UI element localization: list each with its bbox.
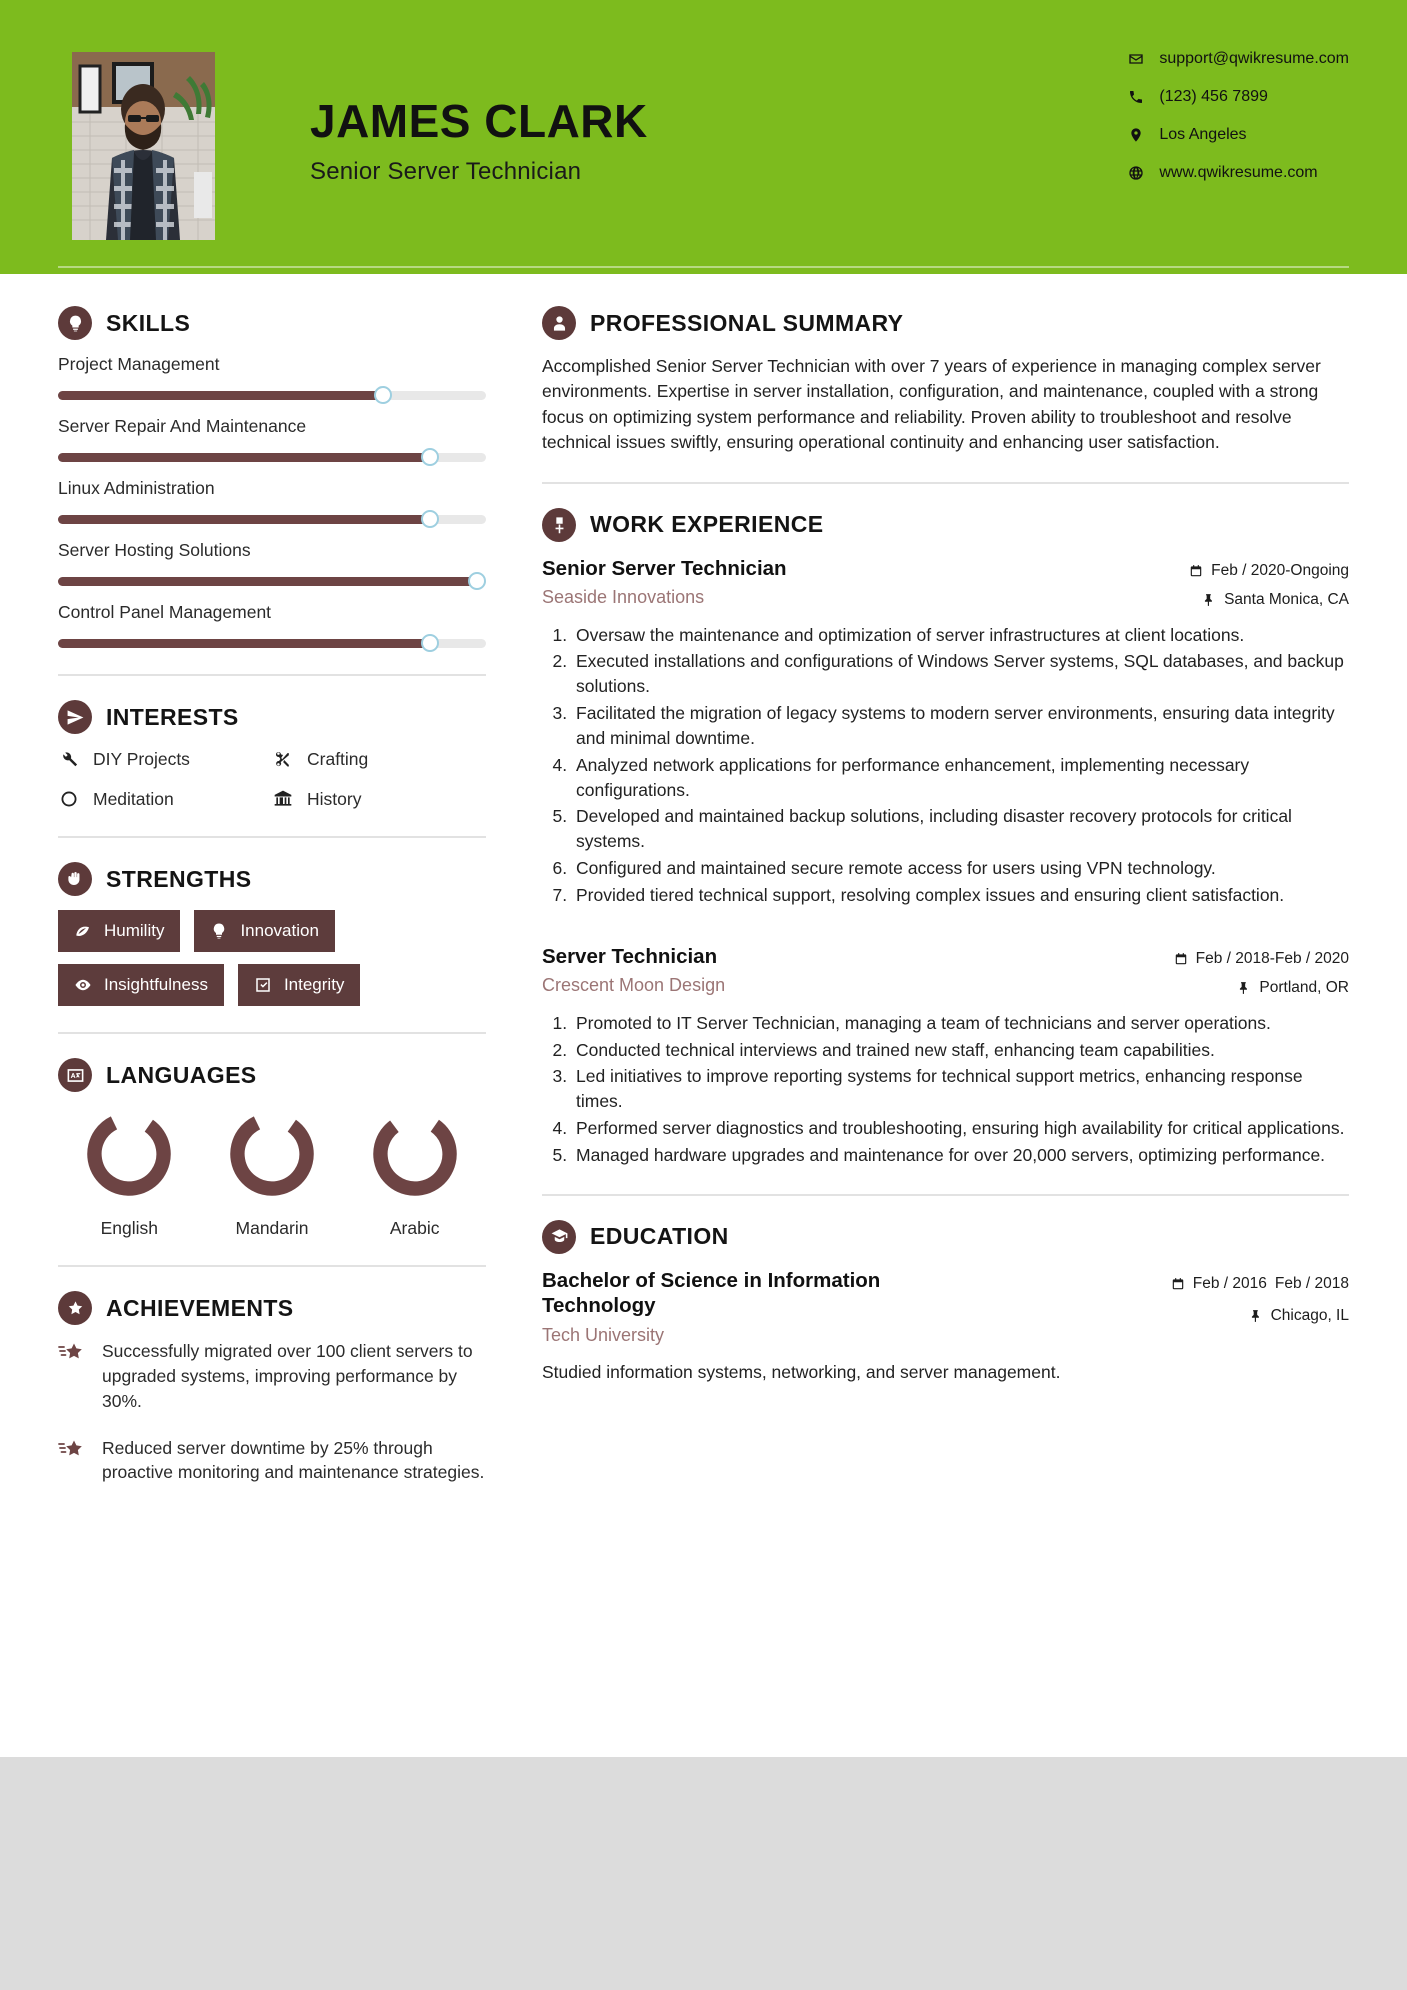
section-header-summary [542, 306, 1349, 340]
contact-email[interactable] [1127, 50, 1349, 68]
work-entry-header [542, 556, 1349, 609]
resume-body [0, 274, 1407, 1507]
work-job-title: Senior Server Technician [542, 556, 787, 580]
shooting-star-icon [58, 1436, 88, 1486]
skill-bar-knob[interactable] [421, 510, 439, 528]
skill-item [58, 540, 486, 586]
skill-bar [58, 515, 486, 524]
education-entry-header [542, 1268, 1349, 1346]
section-header-skills [58, 306, 486, 340]
strength-tag-humility[interactable] [58, 910, 180, 952]
work-bullets [542, 1011, 1349, 1168]
skill-bar-fill [58, 391, 383, 400]
contact-email-text: support@qwikresume.com [1159, 50, 1349, 67]
pin-icon [1202, 593, 1216, 607]
work-bullets [542, 623, 1349, 908]
globe-icon [1127, 164, 1145, 182]
strength-label: Integrity [283, 975, 345, 994]
interest-item [58, 788, 272, 810]
interest-item [58, 748, 272, 770]
work-company: Crescent Moon Design [542, 975, 726, 996]
work-bullet: 7. Provided tiered technical support, resolving complex issues and ensuring client satisfaction. [572, 883, 1349, 908]
section-strengths [58, 862, 486, 1006]
skill-bar-fill [58, 515, 430, 524]
education-dates [1171, 1274, 1349, 1293]
main-divider [542, 482, 1349, 484]
contact-location [1127, 126, 1349, 144]
work-bullet: 2. Conducted technical interviews and trained new staff, enhancing team capabilities. [572, 1038, 1349, 1063]
skill-bar-knob[interactable] [468, 572, 486, 590]
work-date-text: Feb / 2018-Feb / 2020 [1195, 949, 1349, 967]
skill-label: Server Repair And Maintenance [58, 416, 307, 436]
main-divider [542, 1194, 1349, 1196]
work-bullet: 5. Managed hardware upgrades and maintenance for over 20,000 servers, optimizing performance. [572, 1143, 1349, 1168]
work-date [1174, 950, 1349, 968]
eye-icon [74, 976, 92, 994]
contact-phone-text: (123) 456 7899 [1159, 88, 1268, 105]
work-location [1189, 591, 1349, 609]
section-title-summary: PROFESSIONAL SUMMARY [590, 309, 904, 336]
section-interests [58, 700, 486, 810]
strength-row [58, 910, 486, 952]
strength-tags [58, 910, 486, 1006]
section-header-education [542, 1220, 1349, 1254]
education-date-start: Feb / 2016 [1192, 1274, 1267, 1292]
education-date-end: Feb / 2018 [1274, 1274, 1349, 1292]
sidebar-divider [58, 836, 486, 838]
skill-bar [58, 391, 486, 400]
education-school: Tech University [542, 1325, 665, 1346]
contact-list [1127, 50, 1349, 182]
work-bullet: 3. Facilitated the migration of legacy systems to modern server environments, ensuring data integrity and minimal downtime. [572, 701, 1349, 751]
education-description: Studied information systems, networking, and server management. [542, 1362, 1061, 1383]
work-bullet: 4. Analyzed network applications for performance enhancement, implementing necessary configurations. [572, 753, 1349, 803]
section-header-strengths [58, 862, 486, 896]
section-header-interests [58, 700, 486, 734]
skill-label: Control Panel Management [58, 602, 272, 622]
education-location [1171, 1307, 1349, 1325]
skill-bar-knob[interactable] [374, 386, 392, 404]
work-bullet: 3. Led initiatives to improve reporting systems for technical support metrics, enhancing response times. [572, 1064, 1349, 1114]
skill-bar-knob[interactable] [421, 634, 439, 652]
work-entry [542, 944, 1349, 1168]
interest-label: Meditation [93, 788, 174, 809]
education-location-text: Chicago, IL [1270, 1307, 1349, 1325]
work-bullet: 1. Oversaw the maintenance and optimization of server infrastructures at client locations. [572, 623, 1349, 648]
language-progress-ring [224, 1106, 320, 1202]
name-block [310, 95, 648, 186]
page-title: JAMES CLARK [310, 95, 648, 147]
work-bullet: 4. Performed server diagnostics and troubleshooting, ensuring high availability for critical applications. [572, 1116, 1349, 1141]
achievement-item [58, 1339, 486, 1414]
skill-item [58, 416, 486, 462]
sidebar [58, 306, 496, 1507]
sidebar-divider [58, 1265, 486, 1267]
section-skills [58, 306, 486, 648]
work-entry-titles [542, 944, 725, 997]
section-title-achievements: ACHIEVEMENTS [106, 1294, 294, 1321]
person-icon [542, 306, 576, 340]
language-label: English [100, 1218, 159, 1238]
work-entry-titles [542, 556, 787, 609]
column-gutter [496, 306, 542, 1507]
calendar-icon [1174, 952, 1188, 966]
location-pin-icon [1127, 126, 1145, 144]
shooting-star-icon [58, 1339, 88, 1414]
work-location [1174, 979, 1349, 997]
work-bullet: 1. Promoted to IT Server Technician, managing a team of technicians and server operations. [572, 1011, 1349, 1036]
section-header-work [542, 508, 1349, 542]
language-rings [58, 1106, 486, 1239]
work-entry [542, 556, 1349, 908]
education-entry-meta [1171, 1268, 1349, 1325]
skill-item [58, 478, 486, 524]
profile-photo [72, 52, 215, 240]
interest-item [272, 748, 486, 770]
resume-header [0, 0, 1407, 274]
pin-icon [1237, 981, 1251, 995]
translate-icon [58, 1058, 92, 1092]
section-header-languages [58, 1058, 486, 1092]
skill-bar [58, 639, 486, 648]
language-label: Arabic [389, 1218, 440, 1238]
entry-spacer [542, 914, 1349, 944]
check-square-icon [254, 976, 272, 994]
wrench-icon [58, 748, 80, 770]
skill-item [58, 354, 486, 400]
graduate-icon [542, 1220, 576, 1254]
section-summary [542, 306, 1349, 456]
section-languages [58, 1058, 486, 1239]
work-bullet: 2. Executed installations and configurations of Windows Server systems, SQL databases, and backup solutions. [572, 649, 1349, 699]
office-chair-icon [542, 508, 576, 542]
summary-text: Accomplished Senior Server Technician with over 7 years of experience in managing complex server environments. Expertise in server installation, configuration, and maintenance, coupled with a strong focus on optimizing system performance and reliability. Proven ability to troubleshoot and resolve technical issues swiftly, ensuring operational continuity and enhancing user satisfaction. [542, 356, 1321, 453]
interest-label: History [307, 788, 362, 809]
interest-label: Crafting [307, 748, 369, 769]
phone-icon [1127, 88, 1145, 106]
skill-bar-fill [58, 639, 430, 648]
header-underline [58, 266, 1349, 268]
star-badge-icon [58, 1291, 92, 1325]
contact-phone[interactable] [1127, 88, 1349, 106]
strength-label: Humility [104, 921, 165, 940]
sidebar-divider [58, 1032, 486, 1034]
lightbulb-icon [58, 306, 92, 340]
language-item [201, 1106, 344, 1239]
skill-bar-fill [58, 453, 430, 462]
interests-grid [58, 748, 486, 810]
pin-icon [1249, 1309, 1263, 1323]
bulb-icon [210, 922, 228, 940]
contact-location-text: Los Angeles [1159, 126, 1247, 143]
language-progress-ring [81, 1106, 177, 1202]
work-bullet: 5. Developed and maintained backup solutions, including disaster recovery protocols for critical systems. [572, 804, 1349, 854]
skill-item [58, 602, 486, 648]
bank-icon [272, 788, 294, 810]
strength-label: Innovation [240, 921, 319, 940]
section-title-interests: INTERESTS [106, 703, 239, 730]
paper-plane-icon [58, 700, 92, 734]
skill-bar-fill [58, 577, 477, 586]
skill-bar-knob[interactable] [421, 448, 439, 466]
calendar-icon [1171, 1277, 1185, 1291]
work-bullet: 6. Configured and maintained secure remote access for users using VPN technology. [572, 856, 1349, 881]
section-header-achievements [58, 1291, 486, 1325]
interest-item [272, 788, 486, 810]
section-work-experience [542, 508, 1349, 1168]
achievement-text: Successfully migrated over 100 client servers to upgraded systems, improving performance by 30%. [102, 1341, 473, 1411]
leaf-icon [74, 922, 92, 940]
work-location-text: Santa Monica, CA [1224, 590, 1349, 608]
strength-label: Insightfulness [104, 975, 208, 994]
skill-label: Server Hosting Solutions [58, 540, 251, 560]
section-title-education: EDUCATION [590, 1223, 729, 1250]
contact-website-text: www.qwikresume.com [1159, 164, 1318, 181]
work-job-title: Server Technician [542, 944, 718, 968]
strength-tag-innovation[interactable] [194, 910, 334, 952]
interest-label: DIY Projects [93, 748, 190, 769]
work-entry-header [542, 944, 1349, 997]
skill-bar [58, 453, 486, 462]
work-entry-meta [1174, 944, 1349, 997]
work-company: Seaside Innovations [542, 587, 705, 608]
strength-tag-insightfulness[interactable] [58, 964, 224, 1006]
education-degree: Bachelor of Science in Information Technology [542, 1268, 881, 1318]
section-education [542, 1220, 1349, 1385]
job-title: Senior Server Technician [310, 158, 582, 185]
achievement-text: Reduced server downtime by 25% through proactive monitoring and maintenance strategies. [102, 1437, 485, 1483]
circle-icon [58, 788, 80, 810]
main-content [542, 306, 1349, 1507]
fist-icon [58, 862, 92, 896]
section-achievements [58, 1291, 486, 1485]
section-title-skills: SKILLS [106, 309, 191, 336]
calendar-icon [1189, 564, 1203, 578]
work-location-text: Portland, OR [1259, 978, 1349, 996]
language-item [58, 1106, 201, 1239]
language-progress-ring [367, 1106, 463, 1202]
work-date [1189, 562, 1349, 580]
section-title-languages: LANGUAGES [106, 1061, 257, 1088]
strength-tag-integrity[interactable] [238, 964, 360, 1006]
language-item [343, 1106, 486, 1239]
education-entry-titles [542, 1268, 972, 1346]
contact-website[interactable] [1127, 164, 1349, 182]
envelope-icon [1127, 50, 1145, 68]
language-label: Mandarin [235, 1218, 309, 1238]
skill-label: Project Management [58, 354, 220, 374]
achievement-item [58, 1436, 486, 1486]
skill-label: Linux Administration [58, 478, 215, 498]
scissors-icon [272, 748, 294, 770]
work-date-text: Feb / 2020-Ongoing [1211, 561, 1349, 579]
section-title-work: WORK EXPERIENCE [590, 511, 824, 537]
strength-row [58, 964, 486, 1006]
work-entry-meta [1189, 556, 1349, 609]
sidebar-divider [58, 674, 486, 676]
education-entry [542, 1268, 1349, 1385]
skill-bar [58, 577, 486, 586]
section-title-strengths: STRENGTHS [106, 865, 252, 892]
